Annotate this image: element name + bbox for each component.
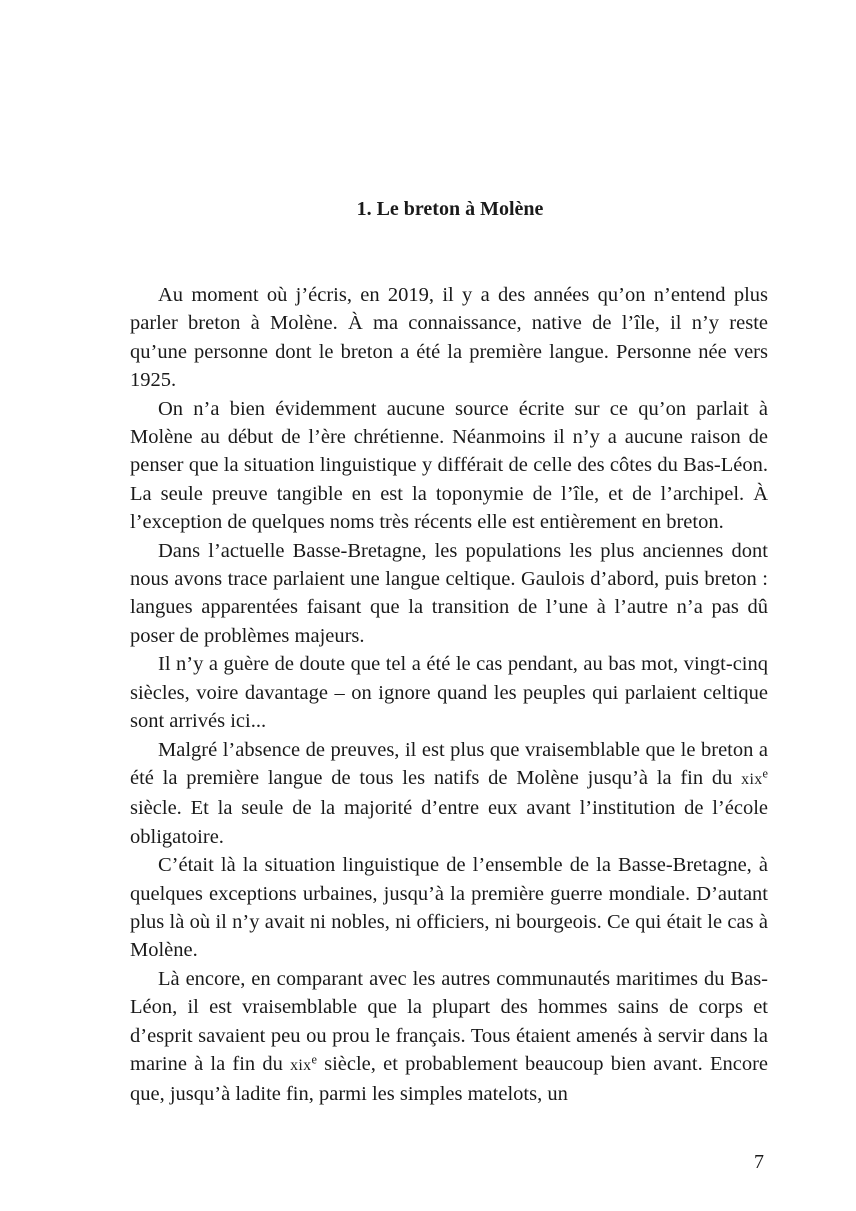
paragraph: On n’a bien évidemment aucune source écrite sur ce qu’on parlait à Molène au début de l’ère chrétienne. Néanmoins il n’y a aucune raison de penser que la situation linguistique y différait de celle des côtes du Bas-Léon. La seule preuve tangible en est la toponymie de l’île, et de l’archipel. À l’exception de quelques noms très récents elle est entièrement en breton. [130,397,768,534]
page-number: 7 [754,1151,764,1173]
century-suffix: e [762,766,768,781]
paragraph: Dans l’actuelle Basse-Bretagne, les populations les plus anciennes dont nous avons trace parlaient une langue celtique. Gaulois d’abord, puis breton : langues apparentées faisant que la transition de l’une à l’autre n’a pas dû poser de problèmes majeurs. [130,539,768,647]
paragraph [130,736,768,852]
century-suffix: e [311,1052,317,1067]
chapter-title: 1. Le breton à Molène [356,198,544,220]
paragraph-text: siècle, et probablement beaucoup bien avant. Encore que, jusqu’à ladite fin, parmi les simples matelots, un [130,1052,768,1106]
paragraph: C’était là la situation linguistique de l’ensemble de la Basse-Bretagne, à quelques exceptions urbaines, jusqu’à la première guerre mondiale. D’autant plus là où il n’y avait ni nobles, ni officiers, ni bourgeois. Ce qui était le cas à Molène. [130,854,768,962]
century-numeral: xix [741,770,763,788]
paragraph-text: Malgré l’absence de preuves, il est plus que vraisemblable que le breton a été la première langue de tous les natifs de Molène jusqu’à la fin du [130,738,768,789]
paragraph: Au moment où j’écris, en 2019, il y a des années qu’on n’entend plus parler breton à Molène. À ma connaissance, native de l’île, il n’y reste qu’une personne dont le breton a été la première langue. Personne née vers 1925. [130,284,768,392]
paragraph [130,965,768,1109]
century-numeral: xix [290,1056,312,1074]
paragraph-text: Là encore, en comparant avec les autres communautés maritimes du Bas-Léon, il est vraisemblable que la plupart des hommes sains de corps et d’esprit savaient peu ou prou le français. Tous étaient amenés à servir dans la marine à la fin du [130,967,768,1075]
body-text [130,281,768,1109]
paragraph-text: siècle. Et la seule de la majorité d’entre eux avant l’institution de l’école obligatoire. [130,797,768,848]
paragraph: Il n’y a guère de doute que tel a été le cas pendant, au bas mot, vingt-cinq siècles, voire davantage – on ignore quand les peuples qui parlaient celtique sont arrivés ici... [130,653,768,733]
